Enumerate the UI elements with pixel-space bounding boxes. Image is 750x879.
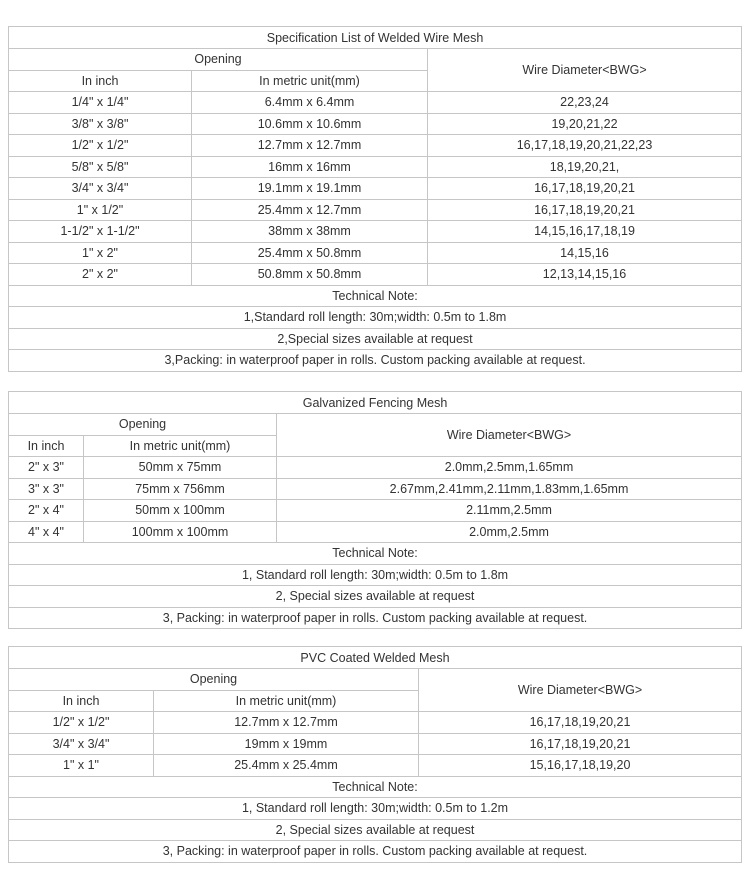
technical-note-heading: Technical Note: xyxy=(9,776,742,798)
wire-cell: 2.0mm,2.5mm xyxy=(277,521,742,543)
wire-cell: 14,15,16 xyxy=(428,242,742,264)
metric-cell: 10.6mm x 10.6mm xyxy=(192,113,428,135)
metric-cell: 25.4mm x 25.4mm xyxy=(154,755,419,777)
inch-cell: 5/8" x 5/8" xyxy=(9,156,192,178)
table-row xyxy=(9,500,742,522)
table-title: Galvanized Fencing Mesh xyxy=(9,392,742,414)
technical-note-line: 2, Special sizes available at request xyxy=(9,819,742,841)
technical-note-heading: Technical Note: xyxy=(9,285,742,307)
table-row xyxy=(9,92,742,114)
wire-cell: 14,15,16,17,18,19 xyxy=(428,221,742,243)
metric-cell: 100mm x 100mm xyxy=(84,521,277,543)
metric-cell: 25.4mm x 12.7mm xyxy=(192,199,428,221)
table-row xyxy=(9,755,742,777)
table-title: Specification List of Welded Wire Mesh xyxy=(9,27,742,49)
technical-note-line: 3, Packing: in waterproof paper in rolls. Custom packing available at request. xyxy=(9,607,742,629)
wire-cell: 16,17,18,19,20,21,22,23 xyxy=(428,135,742,157)
inch-header: In inch xyxy=(9,435,84,457)
wire-cell: 16,17,18,19,20,21 xyxy=(419,733,742,755)
wire-cell: 22,23,24 xyxy=(428,92,742,114)
metric-cell: 12.7mm x 12.7mm xyxy=(154,712,419,734)
table-row xyxy=(9,264,742,286)
metric-cell: 25.4mm x 50.8mm xyxy=(192,242,428,264)
inch-cell: 1/4" x 1/4" xyxy=(9,92,192,114)
table-row xyxy=(9,156,742,178)
metric-cell: 16mm x 16mm xyxy=(192,156,428,178)
wire-diameter-header: Wire Diameter<BWG> xyxy=(428,49,742,92)
table-row xyxy=(9,478,742,500)
metric-cell: 6.4mm x 6.4mm xyxy=(192,92,428,114)
metric-header: In metric unit(mm) xyxy=(84,435,277,457)
technical-note-line: 1, Standard roll length: 30m;width: 0.5m to 1.2m xyxy=(9,798,742,820)
table-row xyxy=(9,242,742,264)
inch-cell: 2" x 4" xyxy=(9,500,84,522)
wire-cell: 16,17,18,19,20,21 xyxy=(428,199,742,221)
table-row xyxy=(9,178,742,200)
table-row xyxy=(9,521,742,543)
metric-cell: 50mm x 75mm xyxy=(84,457,277,479)
metric-cell: 75mm x 756mm xyxy=(84,478,277,500)
table-row xyxy=(9,135,742,157)
technical-note-line: 3,Packing: in waterproof paper in rolls. Custom packing available at request. xyxy=(9,350,742,372)
inch-cell: 3/8" x 3/8" xyxy=(9,113,192,135)
inch-cell: 1/2" x 1/2" xyxy=(9,135,192,157)
opening-header: Opening xyxy=(9,669,419,691)
metric-cell: 19mm x 19mm xyxy=(154,733,419,755)
table-title: PVC Coated Welded Mesh xyxy=(9,647,742,669)
wire-diameter-header: Wire Diameter<BWG> xyxy=(419,669,742,712)
pvc-coated-welded-mesh-table xyxy=(8,646,742,863)
technical-note-line: 1, Standard roll length: 30m;width: 0.5m to 1.8m xyxy=(9,564,742,586)
inch-cell: 3/4" x 3/4" xyxy=(9,733,154,755)
wire-cell: 16,17,18,19,20,21 xyxy=(419,712,742,734)
inch-cell: 1/2" x 1/2" xyxy=(9,712,154,734)
technical-note-heading: Technical Note: xyxy=(9,543,742,565)
table-row xyxy=(9,221,742,243)
metric-cell: 50mm x 100mm xyxy=(84,500,277,522)
inch-cell: 3" x 3" xyxy=(9,478,84,500)
wire-cell: 2.67mm,2.41mm,2.11mm,1.83mm,1.65mm xyxy=(277,478,742,500)
wire-cell: 2.0mm,2.5mm,1.65mm xyxy=(277,457,742,479)
table-row xyxy=(9,199,742,221)
inch-cell: 4" x 4" xyxy=(9,521,84,543)
metric-cell: 19.1mm x 19.1mm xyxy=(192,178,428,200)
inch-header: In inch xyxy=(9,690,154,712)
inch-cell: 2" x 3" xyxy=(9,457,84,479)
table-row xyxy=(9,712,742,734)
inch-cell: 1" x 2" xyxy=(9,242,192,264)
wire-cell: 18,19,20,21, xyxy=(428,156,742,178)
technical-note-line: 3, Packing: in waterproof paper in rolls. Custom packing available at request. xyxy=(9,841,742,863)
wire-cell: 2.11mm,2.5mm xyxy=(277,500,742,522)
technical-note-line: 2,Special sizes available at request xyxy=(9,328,742,350)
wire-cell: 16,17,18,19,20,21 xyxy=(428,178,742,200)
table-row xyxy=(9,113,742,135)
inch-cell: 1" x 1" xyxy=(9,755,154,777)
metric-header: In metric unit(mm) xyxy=(192,70,428,92)
table-row xyxy=(9,457,742,479)
wire-cell: 12,13,14,15,16 xyxy=(428,264,742,286)
metric-header: In metric unit(mm) xyxy=(154,690,419,712)
inch-cell: 3/4" x 3/4" xyxy=(9,178,192,200)
inch-cell: 2" x 2" xyxy=(9,264,192,286)
wire-diameter-header: Wire Diameter<BWG> xyxy=(277,414,742,457)
inch-cell: 1-1/2" x 1-1/2" xyxy=(9,221,192,243)
metric-cell: 38mm x 38mm xyxy=(192,221,428,243)
opening-header: Opening xyxy=(9,49,428,71)
galvanized-fencing-mesh-table xyxy=(8,391,742,629)
opening-header: Opening xyxy=(9,414,277,436)
wire-cell: 15,16,17,18,19,20 xyxy=(419,755,742,777)
technical-note-line: 1,Standard roll length: 30m;width: 0.5m to 1.8m xyxy=(9,307,742,329)
inch-cell: 1" x 1/2" xyxy=(9,199,192,221)
welded-wire-mesh-table xyxy=(8,26,742,372)
wire-cell: 19,20,21,22 xyxy=(428,113,742,135)
inch-header: In inch xyxy=(9,70,192,92)
table-row xyxy=(9,733,742,755)
metric-cell: 12.7mm x 12.7mm xyxy=(192,135,428,157)
metric-cell: 50.8mm x 50.8mm xyxy=(192,264,428,286)
technical-note-line: 2, Special sizes available at request xyxy=(9,586,742,608)
